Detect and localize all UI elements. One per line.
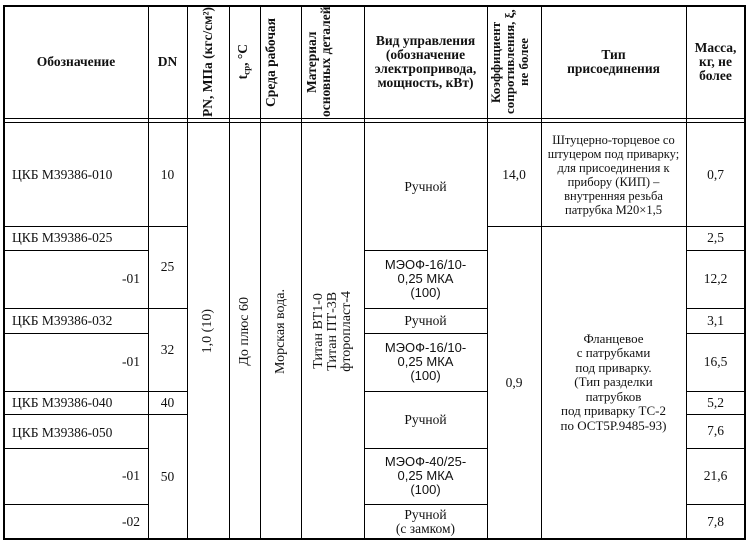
header-resistance-text: Коэффициент сопротивления, ξ, не более bbox=[488, 9, 531, 115]
control-cell: МЭОФ-40/25- 0,25 МКА (100) bbox=[384, 454, 467, 497]
row-divider bbox=[364, 504, 487, 505]
row-divider bbox=[4, 504, 148, 505]
mass-cell: 5,2 bbox=[707, 394, 724, 410]
row-divider bbox=[686, 448, 745, 449]
row-divider bbox=[4, 250, 148, 251]
row-divider bbox=[364, 333, 487, 334]
row-divider bbox=[4, 414, 148, 415]
temperature-value: До плюс 60 bbox=[236, 297, 252, 366]
mass-cell: 2,5 bbox=[707, 230, 724, 245]
control-cell: Ручной bbox=[404, 179, 447, 194]
connection-cell: Фланцевое с патрубками под приварку. (Тип разделки патрубков под приварку ТС-2 по ОСТ5Р.9485-93) bbox=[560, 330, 667, 433]
row-divider bbox=[148, 391, 187, 392]
designation-cell: ЦКБ М39386-032 bbox=[12, 312, 113, 328]
pn-value: 1,0 (10) bbox=[200, 309, 215, 354]
row-divider bbox=[686, 414, 745, 415]
header-mass: Масса, кг, не более bbox=[694, 40, 737, 83]
medium-cell bbox=[260, 124, 301, 539]
row-divider bbox=[148, 226, 187, 227]
mass-cell: 12,2 bbox=[703, 271, 728, 286]
designation-cell: -01 bbox=[122, 271, 140, 286]
column-divider bbox=[148, 5, 149, 539]
column-divider bbox=[260, 5, 261, 539]
dn-cell: 25 bbox=[160, 259, 175, 274]
header-temperature-unit: , °С bbox=[234, 44, 250, 67]
row-divider bbox=[686, 308, 745, 309]
header-connection: Тип присоединения bbox=[567, 47, 660, 76]
row-divider bbox=[686, 504, 745, 505]
header-separator bbox=[3, 118, 746, 119]
designation-cell: -02 bbox=[122, 513, 140, 529]
row-divider bbox=[364, 448, 487, 449]
connection-cell: Штуцерно-торцевое со штуцером под приварку; для присоединения к прибору (КИП) – внутренняя резьба патрубка М20×1,5 bbox=[547, 133, 680, 217]
temperature-cell bbox=[229, 124, 260, 539]
mass-cell: 0,7 bbox=[707, 167, 724, 182]
row-divider bbox=[686, 391, 745, 392]
row-divider bbox=[686, 226, 745, 227]
column-divider bbox=[301, 5, 302, 539]
mass-cell: 7,8 bbox=[707, 513, 724, 529]
border-bottom bbox=[3, 538, 746, 540]
border-left bbox=[3, 5, 5, 540]
column-divider bbox=[487, 5, 488, 539]
row-divider bbox=[364, 308, 487, 309]
mass-cell: 21,6 bbox=[703, 468, 728, 483]
designation-cell: ЦКБ М39386-050 bbox=[12, 425, 113, 440]
header-medium bbox=[260, 6, 301, 118]
row-divider bbox=[4, 448, 148, 449]
control-cell: Ручной (с замком) bbox=[395, 506, 456, 536]
row-divider bbox=[148, 414, 187, 415]
row-divider bbox=[686, 333, 745, 334]
designation-cell: ЦКБ М39386-025 bbox=[12, 230, 113, 245]
material-value: Титан ВТ1-0 Титан ПТ-3В фторопласт-4 bbox=[310, 291, 354, 372]
header-temperature-text bbox=[236, 44, 254, 79]
column-divider bbox=[229, 5, 230, 539]
header-material bbox=[301, 6, 364, 118]
dn-cell: 32 bbox=[160, 341, 175, 357]
row-divider bbox=[364, 250, 487, 251]
header-temperature bbox=[229, 6, 260, 118]
header-temperature-symbol: t bbox=[234, 75, 250, 80]
row-divider bbox=[4, 226, 148, 227]
control-cell: МЭОФ-16/10- 0,25 МКА (100) bbox=[384, 340, 467, 383]
row-divider bbox=[148, 308, 187, 309]
designation-cell: -01 bbox=[122, 354, 140, 369]
column-divider bbox=[541, 5, 542, 539]
header-medium-text: Среда рабочая bbox=[262, 17, 278, 107]
control-cell: Ручной bbox=[404, 411, 447, 427]
column-divider bbox=[187, 5, 188, 539]
pn-cell bbox=[187, 124, 229, 539]
mass-cell: 16,5 bbox=[703, 354, 728, 369]
dn-cell: 10 bbox=[160, 167, 175, 182]
medium-value: Морская вода. bbox=[272, 288, 288, 374]
header-pn-text: PN, МПа (кгс/см²) bbox=[200, 7, 215, 117]
row-divider bbox=[4, 391, 148, 392]
row-divider bbox=[4, 333, 148, 334]
border-right bbox=[744, 5, 746, 540]
header-material-text: Материал основных деталей bbox=[303, 6, 333, 118]
mass-cell: 7,6 bbox=[707, 423, 724, 438]
row-divider bbox=[686, 250, 745, 251]
designation-cell: ЦКБ М39386-040 bbox=[12, 394, 113, 410]
header-pn bbox=[187, 6, 229, 118]
column-divider bbox=[364, 5, 365, 539]
header-separator bbox=[3, 122, 746, 123]
row-divider bbox=[487, 226, 686, 227]
material-cell bbox=[301, 124, 364, 539]
border-top bbox=[3, 5, 746, 7]
control-cell: МЭОФ-16/10- 0,25 МКА (100) bbox=[384, 257, 467, 300]
resistance-cell: 0,9 bbox=[505, 374, 523, 390]
dn-cell: 40 bbox=[160, 394, 175, 410]
header-designation: Обозначение bbox=[36, 54, 116, 69]
designation-cell: ЦКБ М39386-010 bbox=[12, 167, 113, 182]
header-resistance bbox=[487, 6, 541, 118]
header-dn: DN bbox=[157, 54, 178, 69]
header-temperature-subscript: ср bbox=[241, 66, 252, 76]
dn-cell: 50 bbox=[160, 468, 175, 484]
column-divider bbox=[686, 5, 687, 539]
designation-cell: -01 bbox=[122, 468, 140, 483]
resistance-cell: 14,0 bbox=[502, 167, 526, 182]
header-control: Вид управления (обозначение электропривода, мощность, кВт) bbox=[374, 33, 477, 90]
row-divider bbox=[4, 308, 148, 309]
row-divider bbox=[364, 391, 487, 392]
control-cell: Ручной bbox=[404, 312, 447, 328]
mass-cell: 3,1 bbox=[707, 312, 724, 328]
